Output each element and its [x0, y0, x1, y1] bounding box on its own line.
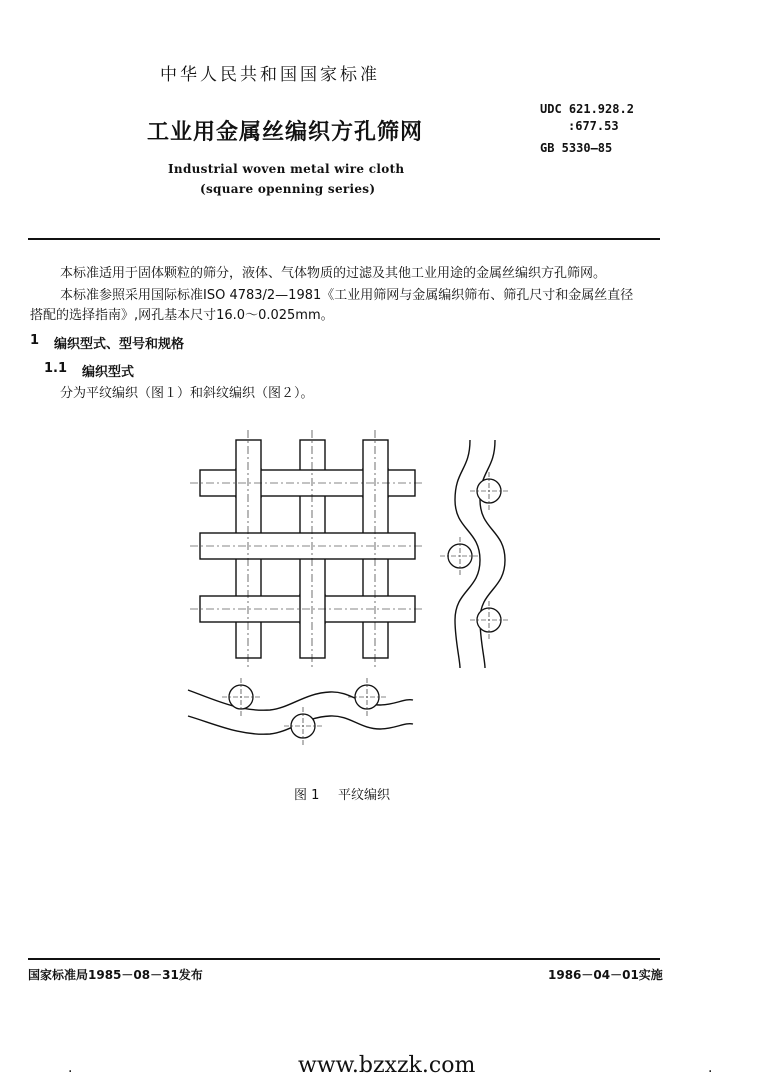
section-1-1-title: 编织型式 [82, 365, 135, 380]
footer-dot-right: . [708, 1060, 713, 1076]
document-title-cn: 工业用金属丝编织方孔筛网 [147, 120, 424, 145]
reference-paragraph-line1: 本标准参照采用国际标准ISO 4783/2—1981《工业用筛网与金属编织筛布、筛孔尺寸和金属丝直径 [60, 288, 634, 303]
figure-caption-number: 图 1 [294, 788, 320, 803]
website-link[interactable]: www.bzxzk.com [298, 1053, 476, 1078]
footer-dot-left: . [68, 1060, 73, 1076]
section-1-title: 编织型式、型号和规格 [54, 337, 185, 352]
gb-code: GB 5330—85 [540, 141, 613, 155]
footer-divider [28, 958, 660, 960]
figure-caption-text: 平纹编织 [338, 788, 391, 803]
udc-code: UDC 621.928.2 [540, 102, 634, 116]
issue-date: 国家标准局1985－08－31发布 [28, 968, 203, 982]
udc-code-continued: :677.53 [568, 119, 619, 133]
section-1-1-text: 分为平纹编织（图１）和斜纹编织（图２）。 [60, 386, 314, 401]
effective-date: 1986－04－01实施 [548, 968, 663, 982]
reference-paragraph-line2: 搭配的选择指南》,网孔基本尺寸16.0～0.025mm。 [30, 308, 334, 323]
scope-paragraph: 本标准适用于固体颗粒的筛分，液体、气体物质的过滤及其他工业用途的金属丝编织方孔筛网。 [60, 266, 607, 281]
side-profile-wire-edge-right [480, 440, 505, 668]
section-1-number: 1 [30, 333, 40, 348]
nation-standard-heading: 中华人民共和国国家标准 [160, 65, 380, 85]
document-title-en: Industrial woven metal wire cloth [168, 162, 405, 176]
section-1-1-number: 1.1 [44, 361, 68, 376]
document-subtitle-en: (square openning series) [200, 182, 376, 196]
